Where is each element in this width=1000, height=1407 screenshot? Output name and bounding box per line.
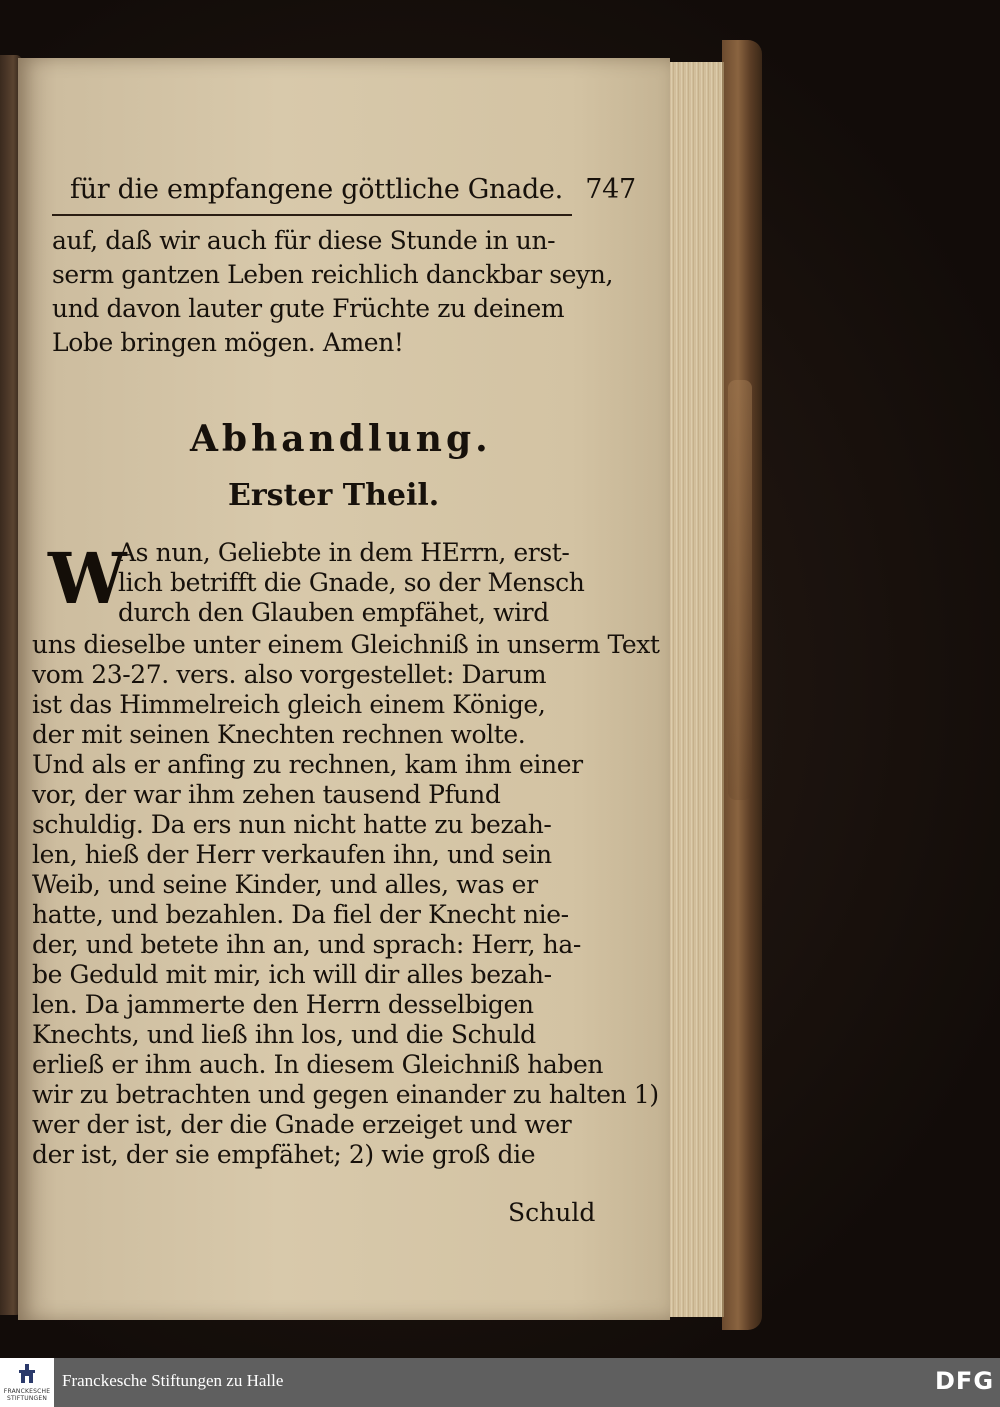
text-line: vor, der war ihm zehen tausend Pfund	[32, 780, 501, 809]
header-rule	[52, 214, 572, 216]
text-line: vom 23-27. vers. also vorgestellet: Darum	[32, 660, 547, 689]
text-line: Und als er anfing zu rechnen, kam ihm einer	[32, 750, 583, 779]
logo-text: FRANCKESCHE STIFTUNGEN	[3, 1388, 51, 1402]
section-heading: Abhandlung.	[190, 418, 492, 460]
catchword: Schuld	[508, 1198, 596, 1227]
text-line: wer der ist, der die Gnade erzeiget und wer	[32, 1110, 572, 1139]
institution-logo[interactable]	[0, 1358, 54, 1407]
dfg-logo[interactable]: DFG	[935, 1367, 995, 1395]
text-line: schuldig. Da ers nun nicht hatte zu bezah-	[32, 810, 552, 839]
text-line: erließ er ihm auch. In diesem Gleichniß haben	[32, 1050, 604, 1079]
text-line: durch den Glauben empfähet, wird	[118, 598, 549, 627]
text-line: der, und betete ihn an, und sprach: Herr, ha-	[32, 930, 581, 959]
text-line: lich betrifft die Gnade, so der Mensch	[118, 568, 585, 597]
text-line: Knechts, und ließ ihn los, und die Schuld	[32, 1020, 536, 1049]
text-line: ist das Himmelreich gleich einem Könige,	[32, 690, 546, 719]
text-line: len. Da jammerte den Herrn desselbigen	[32, 990, 534, 1019]
text-line: Weib, und seine Kinder, und alles, was er	[32, 870, 538, 899]
text-line: hatte, und bezahlen. Da fiel der Knecht nie-	[32, 900, 569, 929]
running-head-text: für die empfangene göttliche Gnade.	[70, 174, 563, 205]
institution-name[interactable]: Franckesche Stiftungen zu Halle	[62, 1371, 284, 1390]
text-line: As nun, Geliebte in dem HErrn, erst-	[118, 538, 570, 567]
viewer-footer	[0, 1358, 1000, 1407]
text-line: serm gantzen Leben reichlich danckbar seyn,	[52, 260, 613, 289]
text-line: Lobe bringen mögen. Amen!	[52, 328, 404, 357]
page-edges	[670, 62, 724, 1317]
text-line: der mit seinen Knechten rechnen wolte.	[32, 720, 526, 749]
franckesche-stiftungen-logo-icon	[15, 1363, 39, 1385]
text-line: uns dieselbe unter einem Gleichniß in unserm Text	[32, 630, 660, 659]
text-line: len, hieß der Herr verkaufen ihn, und sein	[32, 840, 552, 869]
text-line: auf, daß wir auch für diese Stunde in un-	[52, 226, 556, 255]
running-head	[70, 174, 636, 205]
drop-cap: W	[48, 537, 127, 620]
cover-wear	[728, 380, 752, 800]
section-subheading: Erster Theil.	[228, 478, 440, 513]
text-line: und davon lauter gute Früchte zu deinem	[52, 294, 565, 323]
book-page	[18, 58, 670, 1320]
text-line: der ist, der sie empfähet; 2) wie groß die	[32, 1140, 536, 1169]
text-line: be Geduld mit mir, ich will dir alles bezah-	[32, 960, 552, 989]
text-line: wir zu betrachten und gegen einander zu halten 1)	[32, 1080, 659, 1109]
page-number: 747	[585, 174, 636, 205]
